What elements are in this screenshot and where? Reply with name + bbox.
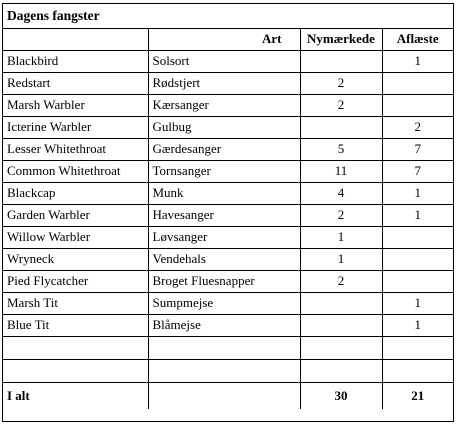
table-row	[3, 204, 453, 226]
empty-cell	[148, 359, 300, 382]
species-english: Redstart	[3, 72, 148, 94]
count-aflaeste	[382, 94, 453, 116]
species-danish: Kærsanger	[148, 94, 300, 116]
species-danish: Munk	[148, 182, 300, 204]
title-row	[3, 4, 453, 28]
species-english: Willow Warbler	[3, 226, 148, 248]
species-english: Blackbird	[3, 50, 148, 72]
empty-cell	[3, 359, 148, 382]
table-row	[3, 94, 453, 116]
count-aflaeste: 7	[382, 160, 453, 182]
count-nymaerkede: 2	[300, 72, 382, 94]
total-label: I alt	[3, 382, 148, 409]
species-english: Wryneck	[3, 248, 148, 270]
count-nymaerkede: 2	[300, 270, 382, 292]
species-english: Blue Tit	[3, 314, 148, 336]
count-aflaeste: 1	[382, 182, 453, 204]
table-row	[3, 248, 453, 270]
count-aflaeste: 1	[382, 204, 453, 226]
count-aflaeste: 2	[382, 116, 453, 138]
count-nymaerkede	[300, 314, 382, 336]
table-row	[3, 160, 453, 182]
count-aflaeste	[382, 248, 453, 270]
count-aflaeste: 1	[382, 314, 453, 336]
species-danish: Løvsanger	[148, 226, 300, 248]
species-danish: Rødstjert	[148, 72, 300, 94]
table-row	[3, 314, 453, 336]
catch-table-sheet	[2, 3, 454, 422]
table-row	[3, 270, 453, 292]
total-nymaerkede: 30	[300, 382, 382, 409]
species-english: Lesser Whitethroat	[3, 138, 148, 160]
count-nymaerkede: 1	[300, 248, 382, 270]
count-aflaeste: 1	[382, 50, 453, 72]
count-nymaerkede: 5	[300, 138, 382, 160]
total-row	[3, 382, 453, 409]
species-danish: Gulbug	[148, 116, 300, 138]
total-empty-cell	[148, 382, 300, 409]
species-danish: Sumpmejse	[148, 292, 300, 314]
count-aflaeste: 7	[382, 138, 453, 160]
header-nymaerkede: Nymærkede	[300, 28, 382, 50]
empty-row	[3, 336, 453, 359]
species-danish: Broget Fluesnapper	[148, 270, 300, 292]
empty-cell	[382, 336, 453, 359]
table-row	[3, 292, 453, 314]
count-aflaeste	[382, 270, 453, 292]
count-nymaerkede: 4	[300, 182, 382, 204]
species-english: Blackcap	[3, 182, 148, 204]
species-english: Icterine Warbler	[3, 116, 148, 138]
count-aflaeste	[382, 72, 453, 94]
empty-cell	[300, 359, 382, 382]
table-row	[3, 226, 453, 248]
count-nymaerkede: 2	[300, 204, 382, 226]
count-nymaerkede: 1	[300, 226, 382, 248]
species-english: Marsh Warbler	[3, 94, 148, 116]
table-row	[3, 72, 453, 94]
empty-row	[3, 359, 453, 382]
empty-cell	[382, 359, 453, 382]
table-title: Dagens fangster	[3, 4, 453, 28]
species-danish: Vendehals	[148, 248, 300, 270]
species-english: Garden Warbler	[3, 204, 148, 226]
species-danish: Blåmejse	[148, 314, 300, 336]
count-aflaeste	[382, 226, 453, 248]
species-danish: Tornsanger	[148, 160, 300, 182]
count-nymaerkede: 11	[300, 160, 382, 182]
species-english: Marsh Tit	[3, 292, 148, 314]
count-nymaerkede	[300, 50, 382, 72]
species-danish: Gærdesanger	[148, 138, 300, 160]
species-english: Common Whitethroat	[3, 160, 148, 182]
species-english: Pied Flycatcher	[3, 270, 148, 292]
table-row	[3, 138, 453, 160]
empty-cell	[3, 336, 148, 359]
header-aflaeste: Aflæste	[382, 28, 453, 50]
table-row	[3, 182, 453, 204]
species-danish: Havesanger	[148, 204, 300, 226]
count-aflaeste: 1	[382, 292, 453, 314]
species-danish: Solsort	[148, 50, 300, 72]
table-row	[3, 50, 453, 72]
table-row	[3, 116, 453, 138]
header-art: Art	[148, 28, 300, 50]
count-nymaerkede	[300, 116, 382, 138]
empty-cell	[148, 336, 300, 359]
header-row	[3, 28, 453, 50]
count-nymaerkede: 2	[300, 94, 382, 116]
empty-cell	[300, 336, 382, 359]
total-aflaeste: 21	[382, 382, 453, 409]
count-nymaerkede	[300, 292, 382, 314]
header-english	[3, 28, 148, 50]
catch-table	[3, 4, 453, 409]
